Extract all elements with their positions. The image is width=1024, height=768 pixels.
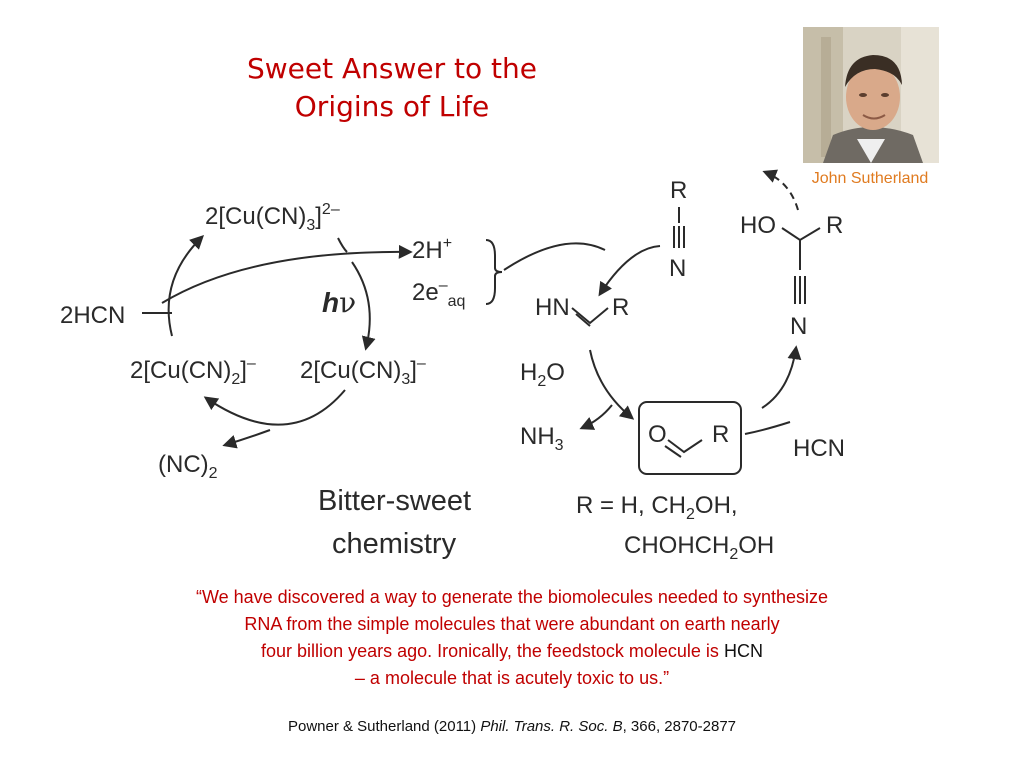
quote-block	[80, 584, 944, 692]
citation-journal: Phil. Trans. R. Soc. B	[480, 718, 623, 735]
quote-hcn: HCN	[723, 641, 763, 661]
hcn-addition-line	[745, 422, 790, 434]
citation	[100, 718, 924, 735]
arrow-to-imine	[600, 246, 660, 294]
hydrolysis-arrow	[590, 350, 632, 418]
scheme-aldehyde-r: R	[712, 421, 730, 448]
arrow-to-2h-plus	[162, 252, 410, 303]
scheme-bitter-sweet: Bitter-sweet	[318, 485, 472, 517]
photo-caption: John Sutherland	[811, 170, 929, 187]
scheme-cu-cn3-minus: $2[Cu(CN)_3]^-$	[300, 355, 426, 388]
scheme-cyano-n: N	[790, 313, 808, 340]
scheme-nitrile-n: N	[669, 255, 687, 282]
scheme-cyano-r: R	[826, 212, 844, 239]
citation-authors: Powner & Sutherland (2011)	[287, 718, 481, 735]
scheme-r-definition-1: R = H, $CH_2OH$,	[576, 492, 738, 523]
quote-line-3	[80, 638, 944, 665]
cycle-arrow-up	[169, 237, 202, 336]
cyanohydrin-arrow	[762, 348, 796, 408]
scheme-chemistry: chemistry	[332, 528, 457, 560]
nitrile-triple-bond	[674, 226, 684, 248]
quote-line-1: “We have discovered a way to generate the biomolecules needed to synthesize	[195, 587, 829, 607]
quote-line-3-text: four billion years ago. Ironically, the feedstock molecule is	[261, 641, 719, 661]
cyanohydrin-bonds	[782, 228, 820, 240]
scheme-aldehyde-o: O	[648, 421, 667, 448]
title-line-2: Origins of Life	[294, 90, 490, 123]
scheme-imine-r: R	[612, 294, 630, 321]
scheme-nc2: $(NC)_2$	[158, 451, 218, 482]
scheme-nh3: $NH_3$	[520, 423, 564, 454]
quote-line-2: RNA from the simple molecules that were abundant on earth nearly	[244, 614, 780, 634]
scheme-2e-aq: $2e^-_{aq}$	[412, 277, 466, 310]
scheme-cu-cn3-2minus: $2[Cu(CN)_3]^{2-}$	[205, 201, 340, 234]
scheme-h2o: $H_2O$	[520, 359, 565, 390]
cycle-arrow-back	[206, 390, 345, 425]
scheme-imine-hn: HN	[535, 294, 570, 321]
cu-tick-line	[338, 238, 347, 252]
quote-line-4: – a molecule that is acutely toxic to us.”	[354, 668, 670, 688]
electron-bracket	[486, 240, 502, 304]
aldehyde-bonds	[668, 440, 702, 452]
scheme-2hcn-left: 2HCN	[60, 302, 126, 329]
citation-details: , 366, 2870-2877	[622, 718, 737, 735]
nc2-release-arrow	[225, 430, 270, 445]
title-line-1: Sweet Answer to the	[247, 52, 537, 85]
bracket-to-nitrile-line	[504, 243, 605, 270]
ammonia-release-arrow	[582, 405, 612, 428]
scheme-hv: hν	[322, 286, 357, 319]
scheme-r-definition-2: $CHOHCH_2OH$	[624, 532, 775, 563]
scheme-hcn-right: HCN	[793, 435, 845, 462]
dashed-arrow	[765, 172, 798, 210]
scheme-cu-cn2-minus: $2[Cu(CN)_2]^-$	[130, 355, 256, 388]
scheme-2h-plus: 2H+	[412, 235, 453, 264]
cyanohydrin-triple-bond	[795, 276, 805, 304]
scheme-nitrile-r: R	[670, 177, 688, 204]
scheme-cyano-ho: HO	[740, 212, 776, 239]
